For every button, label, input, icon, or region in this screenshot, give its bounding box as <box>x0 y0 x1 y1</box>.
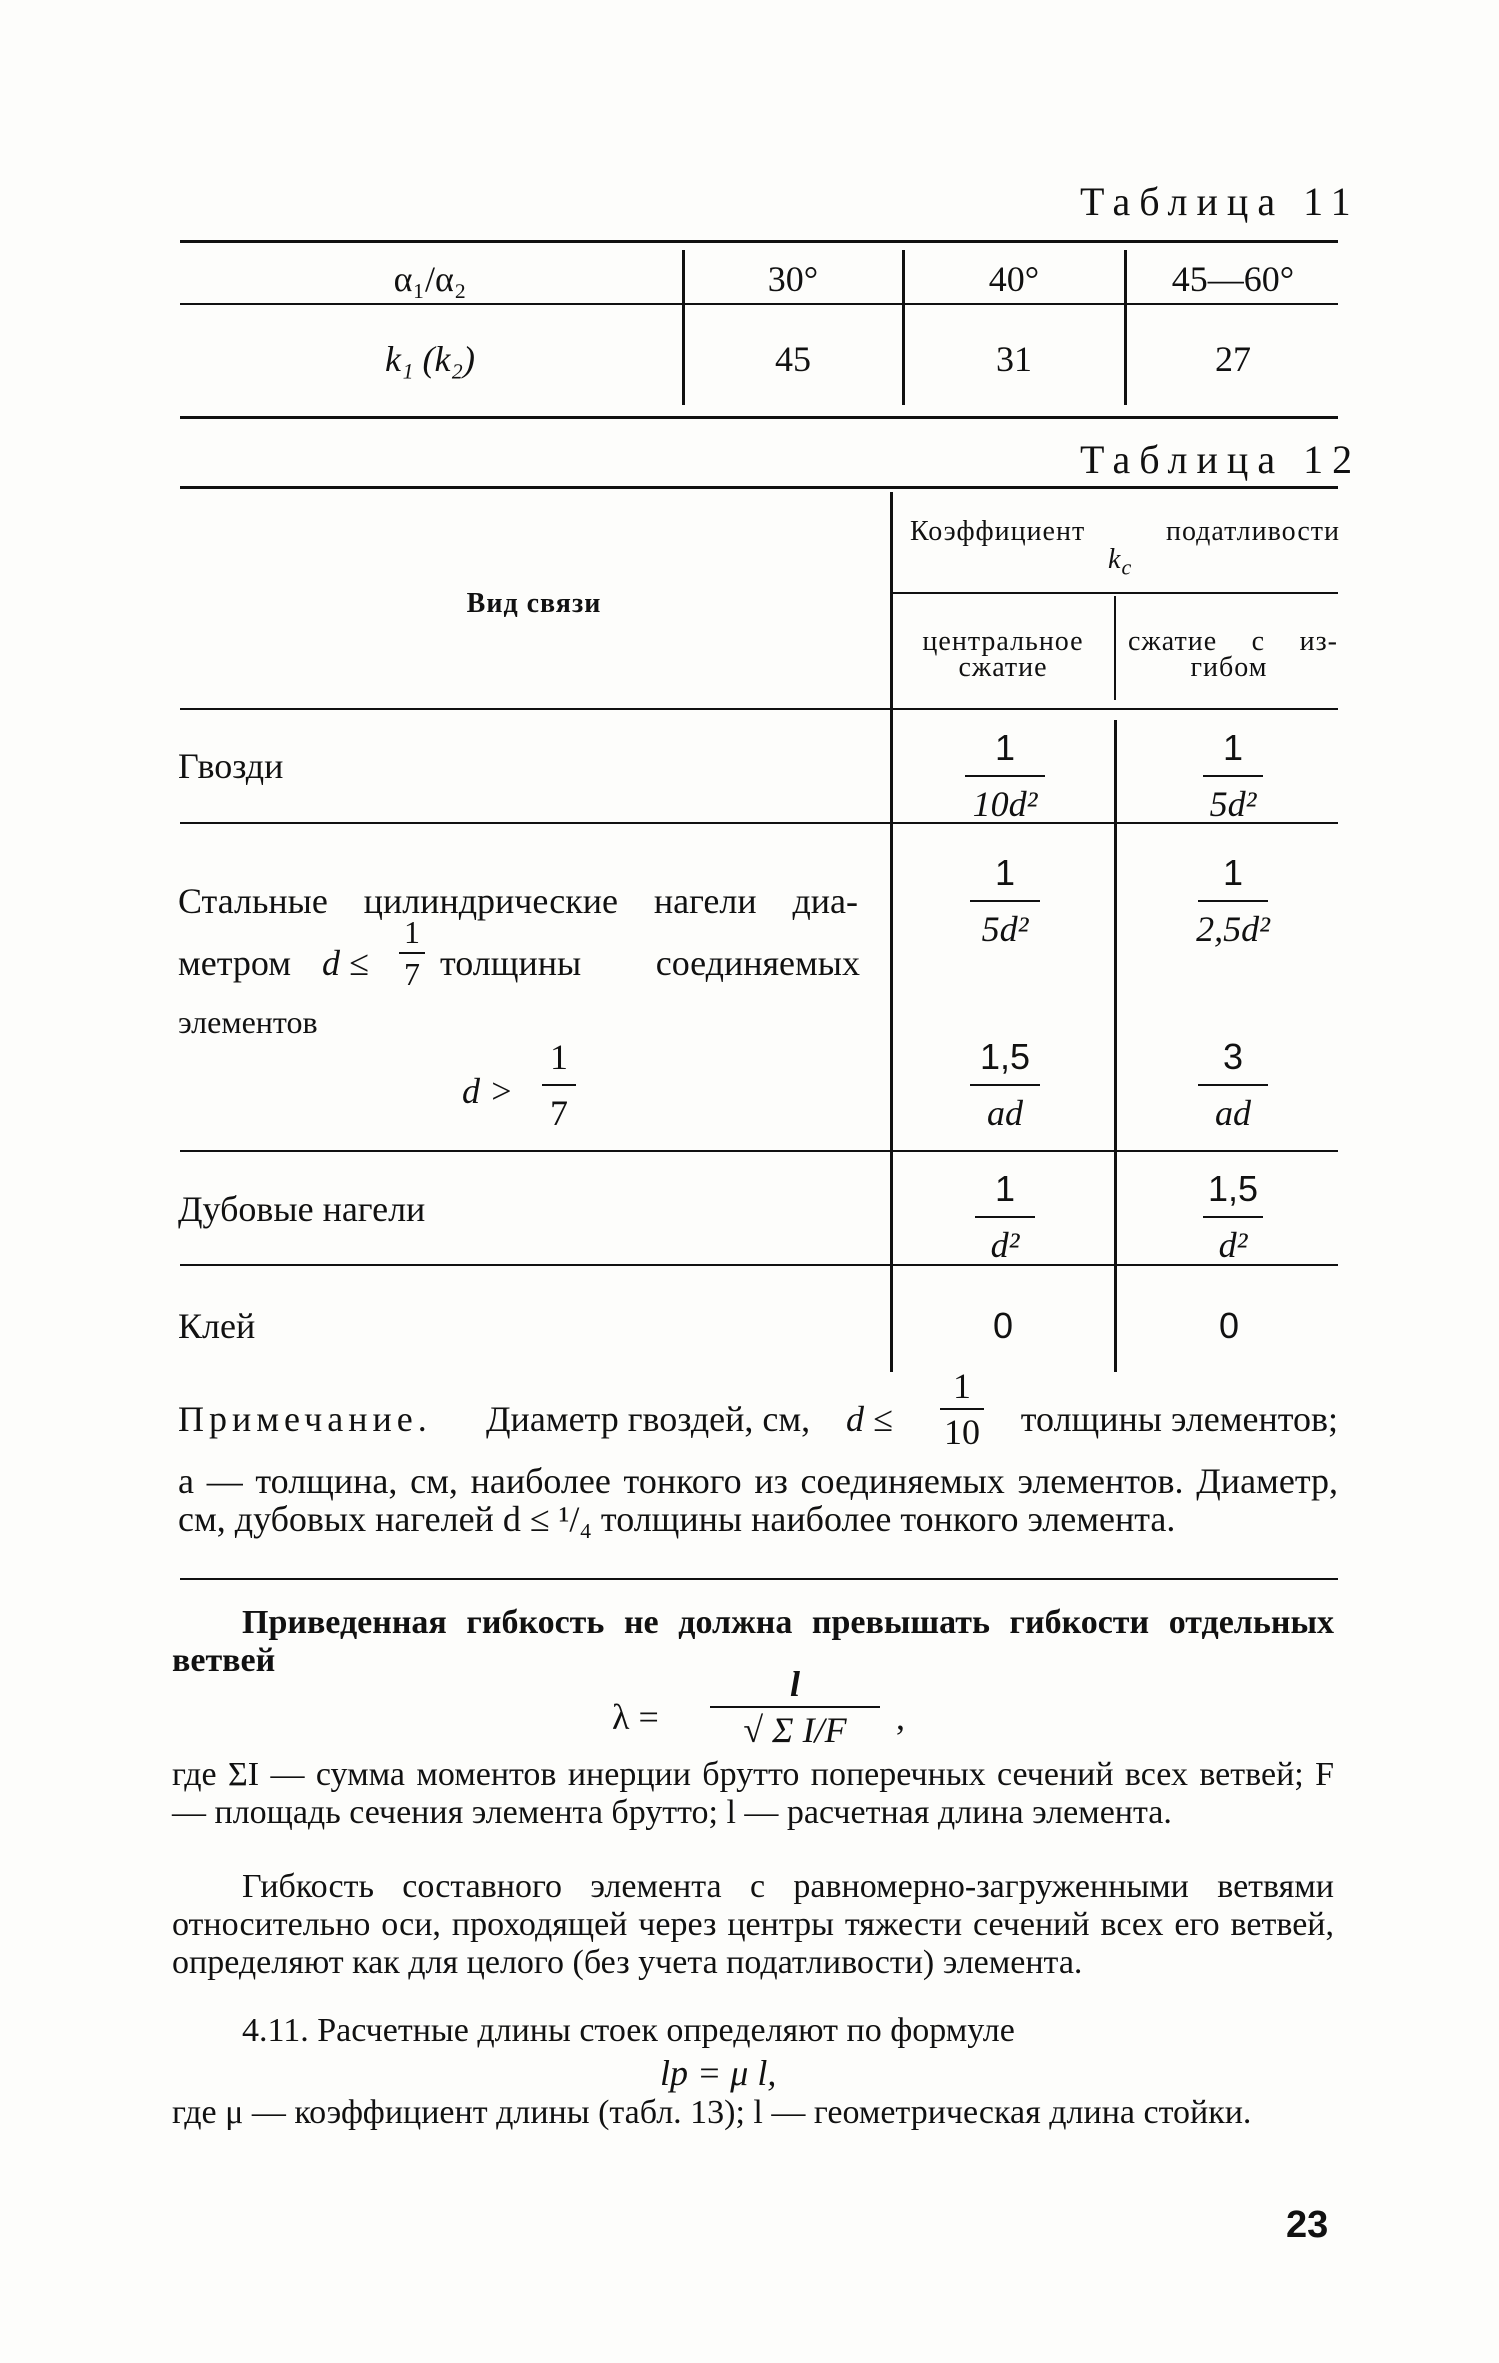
row-thick-frac <box>536 1034 582 1136</box>
frac-den: 5d² <box>981 909 1029 949</box>
note-text2: толщины элементов; <box>1020 1399 1338 1439</box>
table11-divider <box>1124 250 1127 405</box>
table11-bottom-rule <box>180 416 1338 419</box>
formula2: lр = μ l, <box>660 2053 777 2093</box>
row-nails-label: Гвозди <box>178 746 284 786</box>
frac-den: d² <box>1218 1225 1248 1265</box>
row-glue-label: Клей <box>178 1306 256 1346</box>
frac-den: d² <box>990 1225 1020 1265</box>
frac-bar <box>970 1084 1040 1086</box>
frac-bar <box>1203 1216 1263 1218</box>
formula1-frac <box>700 1664 890 1750</box>
table12-col-type: Вид связи <box>466 588 602 619</box>
frac-num: 1 <box>1222 852 1244 893</box>
table11-caption: Таблица 11 <box>1080 179 1360 224</box>
table12-col-coef: Коэффициент податливости <box>910 516 1340 547</box>
frac-bar <box>940 1408 984 1410</box>
page-number: 23 <box>1286 2204 1329 2246</box>
frac-den: 7 <box>550 1093 568 1133</box>
table12-divider-sub <box>1114 596 1116 700</box>
row-oak-label: Дубовые нагели <box>178 1189 426 1229</box>
frac-num: 1 <box>1222 727 1244 768</box>
table11-header-ratio: α₁/α₂ <box>393 259 467 299</box>
row-steel-label-2a: метром <box>178 943 292 983</box>
table11-top-rule <box>180 240 1338 243</box>
frac-den: √ Σ I/F <box>743 1710 847 1750</box>
row-thick-central <box>950 1034 1060 1136</box>
frac-bar <box>970 900 1040 902</box>
frac-num: 1,5 <box>1207 1168 1259 1209</box>
paragraph-4: 4.11. Расчетные длины стоек определяют по формуле <box>242 2012 1015 2049</box>
row-steel-frac <box>392 914 432 992</box>
row-steel-central <box>950 850 1060 952</box>
row-thick-bend <box>1178 1034 1288 1136</box>
row-nails-central <box>950 725 1060 827</box>
note-prefix: Примечание. <box>178 1399 432 1439</box>
row-rule <box>180 822 1338 824</box>
row-rule <box>180 1264 1338 1266</box>
frac-bar <box>399 952 425 954</box>
table11-cell-45-60: 27 <box>1215 339 1251 379</box>
note-text1: Диаметр гвоздей, см, <box>486 1399 811 1439</box>
frac-bar <box>975 1216 1035 1218</box>
table12-col-bend-2: гибом <box>1190 652 1268 683</box>
row-steel-cond: d ≤ <box>322 943 369 983</box>
table11-cell-40: 31 <box>996 339 1032 379</box>
table11-cell-30: 45 <box>775 339 811 379</box>
frac-den: 2,5d² <box>1196 909 1270 949</box>
note-cond: d ≤ <box>846 1399 893 1439</box>
table11-divider <box>902 250 905 405</box>
frac-bar <box>542 1084 576 1086</box>
frac-num: l <box>789 1664 800 1704</box>
coef-sub: с <box>1121 554 1133 580</box>
note-bottom-rule <box>180 1578 1338 1580</box>
table12-divider-main <box>890 492 893 1372</box>
frac-bar <box>1198 900 1268 902</box>
frac-den: 10 <box>944 1412 980 1452</box>
frac-num: 1 <box>404 914 420 950</box>
row-steel-label-1: Стальные цилиндрические нагели диа- <box>178 881 858 921</box>
frac-bar <box>710 1706 880 1708</box>
frac-num: 1 <box>994 852 1016 893</box>
paragraph-2: где ΣI — сумма моментов инерции брутто поперечных сечений всех ветвей; F — площадь сечения элемента брутто; l — расчетная длина элемента. <box>172 1756 1334 1831</box>
row-steel-bend <box>1168 850 1298 952</box>
table12-col-bend-1: сжатие с из- <box>1128 626 1338 657</box>
frac-num: 1,5 <box>979 1036 1031 1077</box>
note-frac <box>934 1366 990 1452</box>
row-thick-cond: d > <box>462 1071 514 1111</box>
table12-col-coef-symbol <box>1108 544 1132 581</box>
table12-header-bottom-rule <box>180 708 1338 710</box>
table11-header-45-60: 45—60° <box>1171 259 1295 299</box>
row-nails-bend <box>1178 725 1288 827</box>
table12-col-central-2: сжатие <box>958 652 1048 683</box>
frac-bar <box>965 775 1045 777</box>
frac-num: 1 <box>994 727 1016 768</box>
row-steel-label-3: элементов <box>178 1004 318 1040</box>
row-rule <box>180 1150 1338 1152</box>
formula1-lhs: λ = <box>612 1697 659 1737</box>
table12-top-rule <box>180 486 1338 489</box>
row-glue-central: 0 <box>992 1305 1014 1346</box>
table12-col-central-1: центральное <box>922 626 1084 657</box>
note-text3: a — толщина, см, наиболее тонкого из соединяемых элементов. Диаметр, см, дубовых нагелей d ≤ ¹/₄ толщины наиболее тонкого элемента. <box>178 1461 1338 1539</box>
table11-header-40: 40° <box>988 259 1040 299</box>
frac-bar <box>1203 775 1263 777</box>
coef-k: k <box>1108 544 1122 575</box>
table11-divider <box>682 250 685 405</box>
paragraph-3: Гибкость составного элемента с равномерно-загруженными ветвями относительно оси, проходящей через центры тяжести сечений всех его ветвей, определяют как для целого (без учета податливости) элемента. <box>172 1868 1334 1981</box>
paragraph-5: где μ — коэффициент длины (табл. 13); l — геометрическая длина стойки. <box>172 2094 1252 2131</box>
frac-den: 7 <box>404 956 420 992</box>
frac-num: 1 <box>953 1366 971 1406</box>
table11-header-30: 30° <box>767 259 819 299</box>
table12-divider-col <box>1114 720 1117 1372</box>
frac-num: 1 <box>550 1037 568 1077</box>
table12-subheader-rule <box>892 592 1338 594</box>
frac-num: 1 <box>994 1168 1016 1209</box>
table11-header-rule <box>180 303 1338 305</box>
frac-bar <box>1198 1084 1268 1086</box>
table12-caption: Таблица 12 <box>1080 437 1362 482</box>
row-steel-label-2c: толщины соединяемых <box>440 943 860 983</box>
row-glue-bend: 0 <box>1218 1305 1240 1346</box>
row-oak-bend <box>1178 1166 1288 1268</box>
frac-den: ad <box>987 1093 1023 1133</box>
frac-den: ad <box>1215 1093 1251 1133</box>
formula1-tail: , <box>896 1697 905 1737</box>
frac-num: 3 <box>1222 1036 1244 1077</box>
row-oak-central <box>950 1166 1060 1268</box>
paragraph-1: Приведенная гибкость не должна превышать гибкости отдельных ветвей <box>172 1604 1334 1679</box>
frac-den: 5d² <box>1209 784 1257 824</box>
table11-row-label: k₁ (k₂) <box>385 339 475 379</box>
frac-den: 10d² <box>972 784 1038 824</box>
